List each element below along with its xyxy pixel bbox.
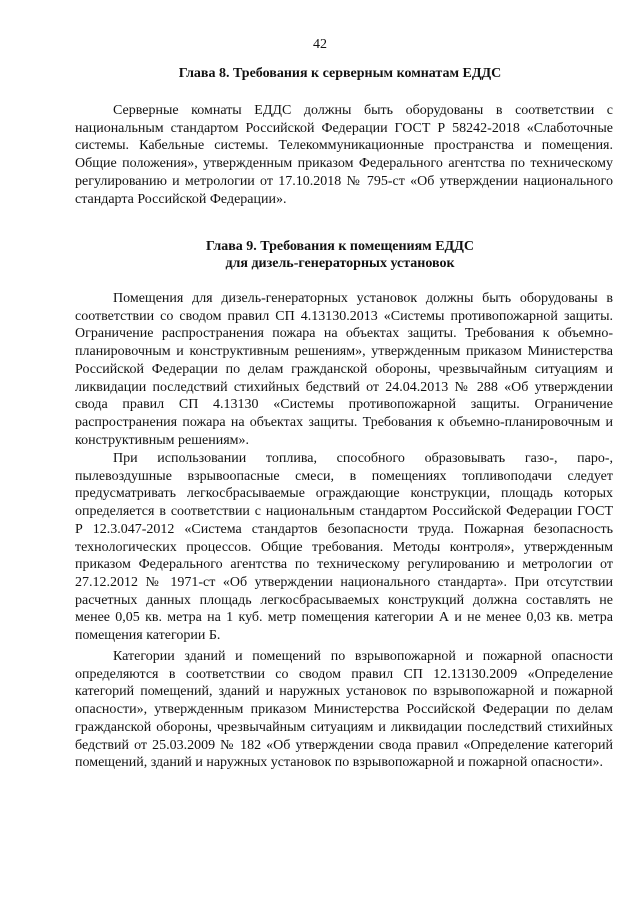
- chapter-9-paragraph-2: При использовании топлива, способного образовывать газо-, паро-, пылевоздушные взрывоопасные смеси, в помещениях топливоподачи следует предусматривать легкосбрасываемые ограждающие конструкции, площадь которых определяется в соответствии с национальным стандартом Российской Федерации ГОСТ Р 12.3.047-2012 «Система стандартов безопасности труда. Пожарная безопасность технологических процессов. Общие требования. Методы контроля», утвержденным приказом Федерального агентства по техническому регулированию и метрологии от 27.12.2012 № 1971-ст «Об утверждении национального стандарта». При отсутствии расчетных данных площадь легкосбрасываемых конструкций должна составлять не менее 0,05 кв. метра на 1 куб. метр помещения категории А и не менее 0,03 кв. метра помещения категории Б.: [75, 451, 613, 644]
- chapter-9-heading-line-2: для дизель-генераторных установок: [225, 256, 455, 271]
- chapter-9-paragraph-1: Помещения для дизель-генераторных установок должны быть оборудованы в соответствии со сводом правил СП 4.13130.2013 «Системы противопожарной защиты. Ограничение распространения пожара на объектах защиты. Требования к объемно-планировочным и конструктивным решениям», утвержденным приказом Министерства Российской Федерации по делам гражданской обороны, чрезвычайным ситуациям и ликвидации последствий стихийных бедствий от 24.04.2013 № 288 «Об утверждении свода правил СП 4.13130 «Системы противопожарной защиты. Ограничение распространения пожара на объектах защиты. Требования к объемно-планировочным и конструктивным решениям».: [75, 291, 613, 448]
- chapter-8-paragraph: Серверные комнаты ЕДДС должны быть оборудованы в соответствии с национальным стандартом Российской Федерации ГОСТ Р 58242-2018 «Слаботочные системы. Кабельные системы. Телекоммуникационные пространства и помещения. Общие положения», утвержденным приказом Федерального агентства по техническому регулированию и метрологии от 17.10.2018 № 795-ст «Об утверждении национального стандарта Российской Федерации».: [75, 103, 613, 207]
- page-number: 42: [313, 37, 327, 52]
- chapter-9-heading: [60, 238, 620, 272]
- chapter-9-paragraph-3: Категории зданий и помещений по взрывопожарной и пожарной опасности определяются в соответствии со сводом правил СП 12.13130.2009 «Определение категорий помещений, зданий и наружных установок по взрывопожарной и пожарной опасности», утвержденным приказом Министерства Российской Федерации по делам гражданской обороны, чрезвычайным ситуациям и ликвидации последствий стихийных бедствий от 25.03.2009 № 182 «Об утверждении свода правил «Определение категорий помещений, зданий и наружных установок по взрывопожарной и пожарной опасности».: [75, 649, 613, 771]
- chapter-8-heading: Глава 8. Требования к серверным комнатам ЕДДС: [178, 66, 502, 81]
- chapter-9-heading-line-1: Глава 9. Требования к помещениям ЕДДС: [206, 239, 474, 254]
